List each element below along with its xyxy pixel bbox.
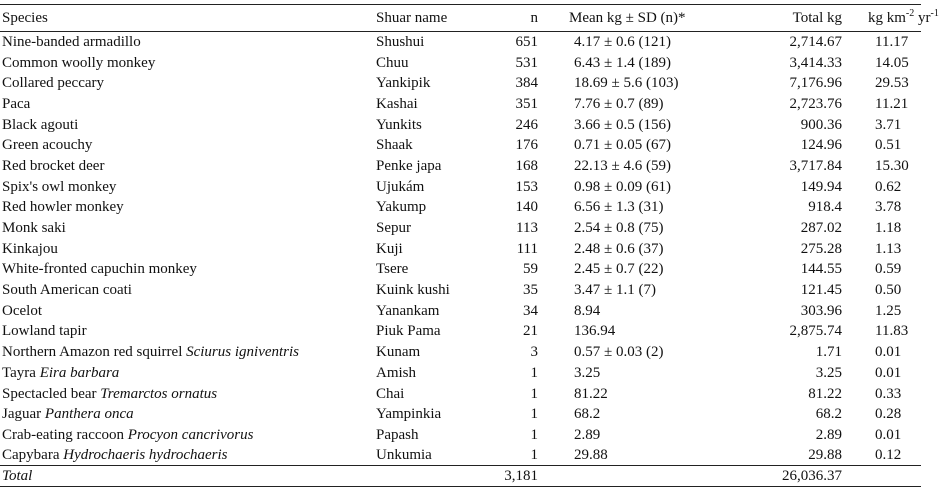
n-cell: 140 [515,199,538,216]
species-common-name: Collared peccary [2,75,105,92]
table-row [0,73,921,94]
shuar-name-cell: Piuk Pama [376,323,441,340]
species-cell [0,445,374,466]
n-cell: 111 [516,240,538,257]
species-cell [0,32,374,53]
header-rate-sup-km: -2 [905,8,915,19]
total-kg-cell: 29.88 [808,447,842,464]
n-cell: 1 [530,406,538,423]
species-common-name: Red brocket deer [2,157,105,174]
total-kg-cell: 3,717.84 [789,157,842,174]
shuar-name-cell: Yunkits [376,116,422,133]
mean-kg-cell: 81.22 [574,385,608,402]
rate-cell: 0.62 [875,178,902,195]
mean-kg-cell: 3.47 ± 1.1 (7) [574,282,656,299]
species-common-name: Red howler monkey [2,199,124,216]
species-scientific-name: Tremarctos ornatus [100,385,218,402]
total-kg-cell: 68.2 [815,406,842,423]
shuar-name-cell: Shaak [376,137,413,154]
mean-kg-cell: 2.54 ± 0.8 (75) [574,220,664,237]
species-common-name: Common woolly monkey [2,54,156,71]
species-common-name: Capybara [2,447,60,464]
mean-kg-cell: 2.48 ± 0.6 (37) [574,240,664,257]
table-row [0,259,921,280]
header-rate-sup-yr: -1 [930,8,939,19]
species-common-name: Kinkajou [2,240,58,257]
mean-kg-cell: 22.13 ± 4.6 (59) [574,157,671,174]
mean-kg-cell: 6.56 ± 1.3 (31) [574,199,664,216]
shuar-name-cell: Papash [376,426,419,443]
species-cell [0,94,374,115]
species-cell [0,156,374,177]
n-cell: 351 [515,95,538,112]
species-common-name: Paca [2,95,31,112]
table-row [0,425,921,446]
shuar-name-cell: Kuink kushi [376,282,450,299]
shuar-name-cell: Yanankam [376,302,440,319]
rate-cell: 0.12 [875,447,902,464]
shuar-name-cell: Sepur [376,220,411,237]
table-row [0,176,921,197]
species-cell [0,404,374,425]
table-footer [0,466,921,487]
mean-kg-cell: 68.2 [574,406,601,423]
table-row [0,321,921,342]
n-cell: 384 [515,75,538,92]
species-common-name: Black agouti [2,116,79,133]
species-cell [0,73,374,94]
n-cell: 59 [523,261,538,278]
mean-kg-cell: 4.17 ± 0.6 (121) [574,34,671,51]
n-cell: 21 [523,323,538,340]
total-kg-cell: 287.02 [800,220,842,237]
species-cell [0,114,374,135]
shuar-name-cell: Tsere [376,261,409,278]
species-common-name: Ocelot [2,302,42,319]
n-cell: 651 [515,34,538,51]
total-kg-cell: 2,714.67 [789,34,842,51]
species-cell [0,280,374,301]
shuar-name-cell: Yakump [376,199,427,216]
mean-kg-cell: 3.25 [574,364,601,381]
total-shuar-empty [374,466,476,487]
table-row [0,94,921,115]
table-body [0,32,921,466]
rate-cell: 11.83 [875,323,909,340]
species-common-name: Spectacled bear [2,385,97,402]
total-kg-cell: 149.94 [800,178,842,195]
rate-cell: 29.53 [875,75,909,92]
n-cell: 1 [530,426,538,443]
total-row [0,466,921,487]
species-common-name: Crab-eating raccoon [2,426,125,443]
total-kg-cell: 275.28 [800,240,842,257]
mean-kg-cell: 6.43 ± 1.4 (189) [574,54,671,71]
n-cell: 531 [515,54,538,71]
total-kg-cell: 3.25 [815,364,842,381]
species-scientific-name: Panthera onca [44,406,134,423]
n-cell: 1 [530,447,538,464]
table-row [0,280,921,301]
species-cell [0,238,374,259]
n-cell: 1 [530,385,538,402]
table-row [0,218,921,239]
mean-kg-cell: 0.98 ± 0.09 (61) [574,178,671,195]
species-common-name: Monk saki [2,220,66,237]
table-header [0,5,939,32]
mean-kg-cell: 29.88 [574,447,608,464]
rate-cell: 0.28 [875,406,902,423]
rate-cell: 0.51 [875,137,902,154]
header-total-kg: Total kg [728,5,846,32]
harvest-table [0,4,939,487]
shuar-name-cell: Amish [376,364,417,381]
total-kg-cell: 144.55 [800,261,842,278]
mean-kg-cell: 8.94 [574,302,601,319]
table-row [0,238,921,259]
shuar-name-cell: Yankipik [376,75,431,92]
species-cell [0,197,374,218]
rate-cell: 11.17 [875,34,909,51]
total-kg-cell: 2,875.74 [789,323,842,340]
total-kg-cell: 2,723.76 [789,95,842,112]
table-row [0,197,921,218]
rate-cell: 1.18 [875,220,902,237]
total-kg: 26,036.37 [728,466,846,487]
rate-cell: 1.13 [875,240,902,257]
total-kg-cell: 81.22 [808,385,842,402]
species-cell [0,135,374,156]
total-kg-cell: 7,176.96 [789,75,842,92]
mean-kg-cell: 136.94 [574,323,616,340]
mean-kg-cell: 7.76 ± 0.7 (89) [574,95,664,112]
mean-kg-cell: 3.66 ± 0.5 (156) [574,116,671,133]
total-kg-cell: 124.96 [800,137,842,154]
mean-kg-cell: 2.45 ± 0.7 (22) [574,261,664,278]
species-common-name: South American coati [2,282,132,299]
table-row [0,135,921,156]
n-cell: 168 [515,157,538,174]
table-row [0,52,921,73]
header-rate-prefix: kg km [868,10,906,26]
shuar-name-cell: Ujukám [376,178,425,195]
total-kg-cell: 3,414.33 [789,54,842,71]
n-cell: 176 [515,137,538,154]
species-common-name: Northern Amazon red squirrel [2,344,183,361]
species-cell [0,259,374,280]
species-cell [0,342,374,363]
header-mean-kg: Mean kg ± SD (n)* [542,5,728,32]
header-rate [846,5,939,32]
table-row [0,114,921,135]
species-common-name: Jaguar [2,406,42,423]
total-kg-cell: 900.36 [800,116,842,133]
table-row [0,32,921,53]
rate-cell: 0.50 [875,282,902,299]
species-common-name: Green acouchy [2,137,93,154]
species-common-name: Spix's owl monkey [2,178,117,195]
table-row [0,445,921,466]
total-n: 3,181 [476,466,542,487]
n-cell: 113 [516,220,538,237]
rate-cell: 15.30 [875,157,909,174]
total-label: Total [0,466,374,487]
shuar-name-cell: Kuji [376,240,403,257]
rate-cell: 1.25 [875,302,902,319]
header-shuar-name: Shuar name [374,5,476,32]
total-kg-cell: 2.89 [815,426,842,443]
species-cell [0,176,374,197]
shuar-name-cell: Kashai [376,95,418,112]
shuar-name-cell: Kunam [376,344,421,361]
document-page [0,4,939,499]
rate-cell: 0.59 [875,261,902,278]
table-row [0,383,921,404]
n-cell: 153 [515,178,538,195]
shuar-name-cell: Shushui [376,34,425,51]
n-cell: 1 [530,364,538,381]
mean-kg-cell: 2.89 [574,426,601,443]
rate-cell: 0.01 [875,344,902,361]
header-row [0,5,921,32]
n-cell: 246 [515,116,538,133]
total-kg-cell: 1.71 [815,344,842,361]
header-species: Species [0,5,374,32]
total-kg-cell: 303.96 [800,302,842,319]
n-cell: 3 [530,344,538,361]
species-cell [0,363,374,384]
species-scientific-name: Eira barbara [39,364,120,381]
total-kg-cell: 918.4 [808,199,842,216]
rate-cell: 0.01 [875,364,902,381]
species-scientific-name: Hydrochaeris hydrochaeris [63,447,228,464]
shuar-name-cell: Yampinkia [376,406,442,423]
species-cell [0,52,374,73]
mean-kg-cell: 0.57 ± 0.03 (2) [574,344,664,361]
n-cell: 35 [523,282,538,299]
species-cell [0,218,374,239]
rate-cell: 0.01 [875,426,902,443]
total-mean-empty [542,466,728,487]
rate-cell: 0.33 [875,385,902,402]
species-scientific-name: Procyon cancrivorus [127,426,254,443]
species-cell [0,383,374,404]
species-common-name: Nine-banded armadillo [2,34,141,51]
shuar-name-cell: Chai [376,385,405,402]
species-cell [0,300,374,321]
rate-cell: 14.05 [875,54,909,71]
species-cell [0,425,374,446]
table-row [0,300,921,321]
table-row [0,363,921,384]
n-cell: 34 [523,302,538,319]
species-scientific-name: Sciurus igniventris [186,344,300,361]
species-common-name: White-fronted capuchin monkey [2,261,197,278]
mean-kg-cell: 0.71 ± 0.05 (67) [574,137,671,154]
shuar-name-cell: Chuu [376,54,409,71]
total-kg-cell: 121.45 [800,282,842,299]
rate-cell: 3.78 [875,199,902,216]
species-common-name: Lowland tapir [2,323,87,340]
table-row [0,404,921,425]
species-common-name: Tayra [2,364,36,381]
shuar-name-cell: Penke japa [376,157,442,174]
rate-cell: 3.71 [875,116,902,133]
mean-kg-cell: 18.69 ± 5.6 (103) [574,75,679,92]
header-rate-mid: yr [914,10,931,26]
rate-cell: 11.21 [875,95,909,112]
species-cell [0,321,374,342]
shuar-name-cell: Unkumia [376,447,432,464]
table-row [0,156,921,177]
total-rate-empty [846,466,921,487]
header-n: n [476,5,542,32]
table-row [0,342,921,363]
